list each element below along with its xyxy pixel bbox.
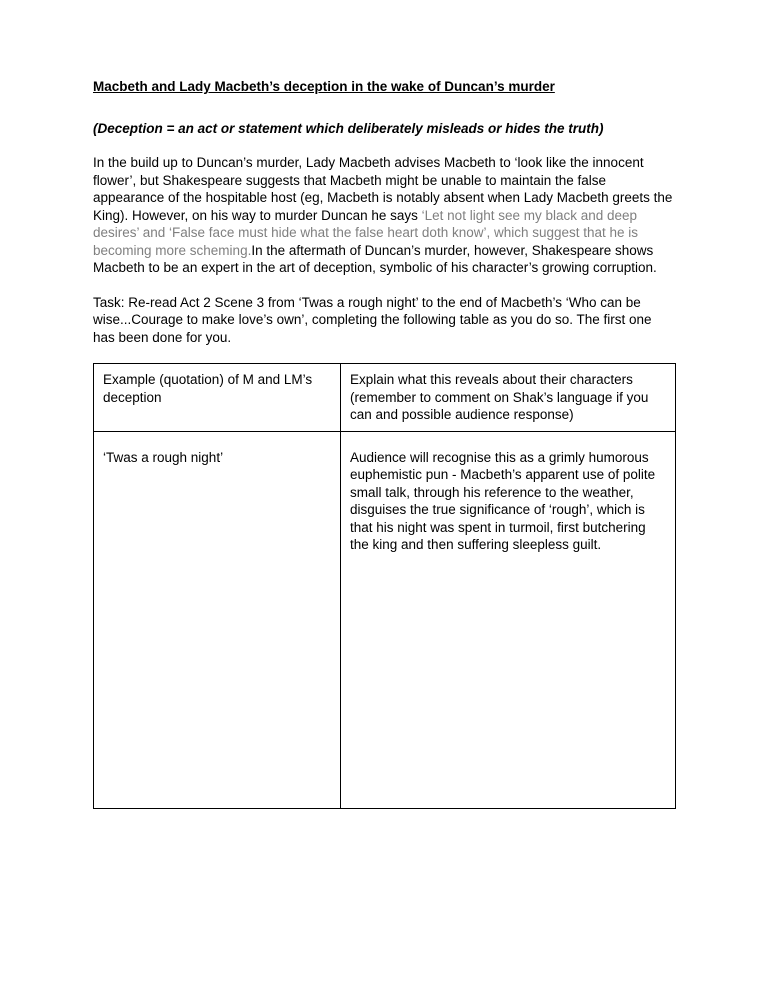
intro-text-part1: In the build up to Duncan’s murder, Lady Macbeth advises Macbeth to ‘look like the innocent flower’, but Shakespeare suggests that Macbeth might be unable to maintain the false appearance of the hospitable host (eg, Macbeth is notably absent when Lady Macbeth greets the King). However, on his way to murder Duncan he says — [93, 155, 673, 223]
task-paragraph: Task: Re-read Act 2 Scene 3 from ‘Twas a rough night’ to the end of Macbeth’s ‘Who can be wise...Courage to make love’s own’, completing the following table as you do so. The first one has been done for you. — [93, 294, 652, 345]
intro-paragraph — [93, 154, 676, 277]
table-header-quotation: Example (quotation) of M and LM’s deception — [94, 364, 341, 432]
cell-quotation: ‘Twas a rough night’ — [94, 431, 341, 808]
document-title: Macbeth and Lady Macbeth’s deception in the wake of Duncan’s murder — [93, 79, 555, 94]
cell-explanation: Audience will recognise this as a grimly humorous euphemistic pun - Macbeth’s apparent use of polite small talk, through his reference to the weather, disguises the true significance of ‘rough’, which is that his night was spent in turmoil, first butchering the king and then suffering sleepless guilt. — [341, 431, 676, 808]
deception-definition: (Deception = an act or statement which deliberately misleads or hides the truth) — [93, 120, 604, 136]
table-header-explanation: Explain what this reveals about their characters (remember to comment on Shak’s language if you can and possible audience response) — [341, 364, 676, 432]
intro-quoted-lines-gray: ‘Let not light see my black and deep desires’ and ‘False face must hide what the false heart doth know’, which suggest that he is becoming more scheming. — [93, 207, 639, 258]
table-header-row — [94, 364, 676, 432]
intro-text-part3: In the aftermath of Duncan’s murder, however, Shakespeare shows Macbeth to be an expert in the art of deception, symbolic of his character’s growing corruption. — [93, 242, 657, 275]
deception-table — [93, 363, 676, 809]
table-row — [94, 431, 676, 808]
